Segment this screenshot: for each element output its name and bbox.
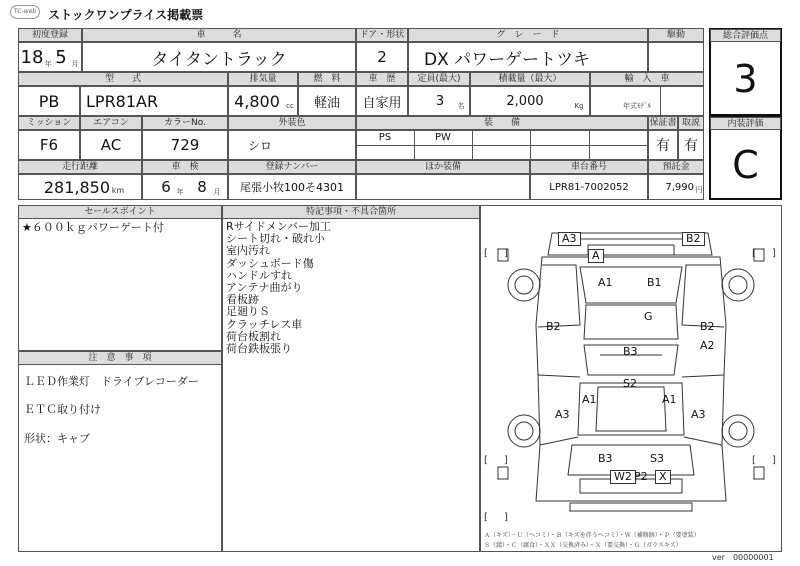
mileage-value: 281,850 (43, 177, 110, 197)
damage-mark: X (655, 470, 671, 484)
warranty-header: 保証書 (649, 118, 677, 128)
plate-value: 尾張小牧100そ4301 (240, 181, 344, 194)
sales-header: セールスポイント (18, 205, 222, 219)
overall-score-header: 総合評価点 (710, 29, 781, 42)
damage-mark: A3 (691, 408, 706, 421)
deposit-unit: 円 (695, 186, 703, 194)
bracket-mark: [ (484, 455, 488, 466)
other-equip-header: ほか装備 (356, 160, 530, 174)
load-header: 積載量（最大） (470, 72, 590, 86)
remark-line: 荷台鉄板張り (226, 342, 292, 356)
remark-line: 荷台板割れ (226, 329, 281, 343)
inspection-header: 車 検 (142, 160, 228, 174)
drive-value (648, 42, 704, 72)
damage-mark: A (588, 249, 604, 263)
exterior-header: 外装色 (228, 116, 356, 130)
history-value: 自家用 (362, 95, 402, 111)
first-reg-year: 18 (20, 46, 44, 68)
equip-ps: PS (378, 132, 392, 143)
inspection-year: 6 (161, 178, 171, 196)
aircon-header: エアコン (80, 116, 142, 130)
damage-mark: A1 (598, 276, 613, 289)
remark-line: ハンドルすれ (226, 268, 292, 282)
damage-mark: A1 (662, 393, 677, 406)
other-equip-cell (356, 174, 530, 200)
remark-line: Rサイドメンバー加工 (226, 220, 331, 233)
fuel-header: 燃 料 (298, 72, 356, 86)
inspection-year-unit: 年 (176, 188, 184, 196)
chassis-value: LPR81-7002052 (549, 181, 629, 193)
bracket-mark: [ (752, 455, 756, 466)
damage-mark: W2 (610, 470, 636, 484)
aircon-value: AC (100, 136, 122, 154)
mileage-unit: km (111, 185, 125, 195)
mission-header: ミッション (18, 116, 80, 130)
doors-value: 2 (377, 48, 387, 66)
remark-line: 足廻りＳ (226, 305, 270, 319)
equip-pw: PW (435, 132, 451, 143)
grade-header: グ レ ー ド (408, 28, 648, 42)
load-value: 2,000 (506, 93, 544, 109)
note-line: ＥＴＣ取り付け (24, 403, 101, 416)
bracket-mark: ] (504, 455, 508, 466)
damage-mark: B2 (546, 320, 561, 333)
damage-mark: A3 (555, 408, 570, 421)
damage-mark: A1 (582, 393, 597, 406)
damage-mark: B3 (598, 452, 613, 465)
remark-line: ダッシュボード傷 (226, 256, 314, 270)
import-header: 輸 入 車 (590, 72, 704, 86)
first-reg-year-unit: 年 (44, 60, 52, 68)
equipment-grid-vline (530, 130, 531, 160)
capacity-value: 3 (435, 93, 445, 109)
car-name-header: 車 名 (82, 28, 356, 42)
damage-mark: A2 (700, 339, 715, 352)
model-prefix-value: PB (38, 91, 60, 111)
bracket-mark: [ (752, 248, 756, 259)
equipment-grid-hline (356, 145, 648, 146)
exterior-value: シロ (247, 138, 272, 153)
displacement-header: 排気量 (228, 72, 298, 86)
drive-header: 駆動 (648, 28, 704, 42)
bracket-mark: ] (504, 248, 508, 259)
logo-icon: TC-web (10, 5, 40, 19)
damage-mark: A3 (558, 232, 581, 246)
model-value: LPR81AR (86, 91, 159, 111)
car-name-value: タイタントラック (151, 49, 287, 70)
damage-mark: S3 (650, 452, 664, 465)
model-year-label: 年式ﾓﾃﾞﾙ (623, 102, 651, 110)
color-no-header: カラーNo. (142, 116, 228, 130)
first-reg-month: 5 (55, 46, 67, 68)
capacity-header: 定員(最大) (408, 72, 470, 86)
remark-line: クラッチレス車 (226, 317, 303, 331)
version-label: ver 00000001 (712, 553, 774, 562)
equipment-header: 装 備 (356, 116, 648, 130)
bracket-mark: ] (772, 248, 776, 259)
displacement-unit: cc (286, 102, 294, 110)
remark-line: 看板跡 (226, 293, 259, 307)
diagram-legend-line: Ｓ（錆）・Ｃ（腐食）・ＸＸ（交換済み）・Ｘ（要交換）・Ｇ（ガラスキズ） (484, 542, 682, 549)
overall-score-value: 3 (733, 57, 758, 101)
remark-line: シート切れ・破れ小 (226, 232, 325, 246)
mission-value: F6 (39, 136, 59, 154)
warranty-value: 有 (656, 138, 670, 154)
manual-header: 取説 (678, 116, 704, 130)
grade-value: DX パワーゲートツキ (424, 49, 591, 70)
plate-header: 登録ナンバー (228, 160, 356, 174)
interior-score-value: C (732, 143, 759, 187)
fuel-value: 軽油 (313, 95, 340, 111)
damage-mark: S2 (623, 377, 637, 390)
remark-line: アンテナ曲がり (226, 281, 303, 295)
first-reg-header: 初度登録 (18, 28, 82, 42)
bracket-mark: ] (504, 512, 508, 523)
note-line: ＬＥＤ作業灯 ドライブレコーダー (24, 375, 199, 388)
displacement-value: 4,800 (234, 91, 280, 111)
history-header: 車 歴 (356, 72, 408, 86)
page-title: ストックワンプライス掲載票 (48, 8, 204, 22)
damage-mark: P2 (634, 470, 648, 483)
bracket-mark: ] (772, 455, 776, 466)
damage-mark: B3 (623, 345, 638, 358)
damage-mark: G (644, 310, 653, 323)
color-no-value: 729 (170, 136, 200, 154)
interior-score-header: 内装評価 (710, 117, 781, 130)
damage-mark: B2 (700, 320, 715, 333)
equipment-grid-vline (589, 130, 590, 160)
model-header: 型 式 (18, 72, 228, 86)
equipment-grid-vline (472, 130, 473, 160)
sales-point-text: ★６００ｋｇパワーゲート付 (22, 221, 164, 234)
manual-value: 有 (684, 138, 698, 154)
damage-mark: B1 (647, 276, 662, 289)
inspection-month: 8 (197, 178, 207, 196)
note-line: 形状：キャブ (24, 432, 90, 445)
load-unit: Kg (574, 102, 584, 110)
import-divider (660, 86, 661, 116)
chassis-header: 車台番号 (530, 160, 648, 174)
bracket-mark: [ (484, 248, 488, 259)
deposit-header: 預託金 (648, 160, 704, 174)
capacity-unit: 名 (457, 102, 465, 110)
remarks-header: 特記事項・不具合箇所 (222, 205, 480, 219)
inspection-month-unit: 月 (213, 188, 221, 196)
truck-outline-diagram (480, 205, 782, 535)
deposit-value: 7,990 (665, 181, 694, 193)
remark-line: 室内汚れ (226, 244, 270, 258)
mileage-header: 走行距離 (18, 160, 142, 174)
notes-header: 注 意 事 項 (18, 351, 222, 365)
diagram-legend-line: Ａ（キズ）・Ｕ（ヘコミ）・Ｂ（キズを伴うヘコミ）・Ｗ（補修跡）・Ｐ（要塗装） (484, 532, 700, 539)
remarks-list (226, 221, 331, 355)
doors-header: ドア・形状 (356, 28, 408, 42)
first-reg-month-unit: 月 (71, 60, 79, 68)
bracket-mark: [ (484, 512, 488, 523)
damage-mark: B2 (682, 232, 705, 246)
